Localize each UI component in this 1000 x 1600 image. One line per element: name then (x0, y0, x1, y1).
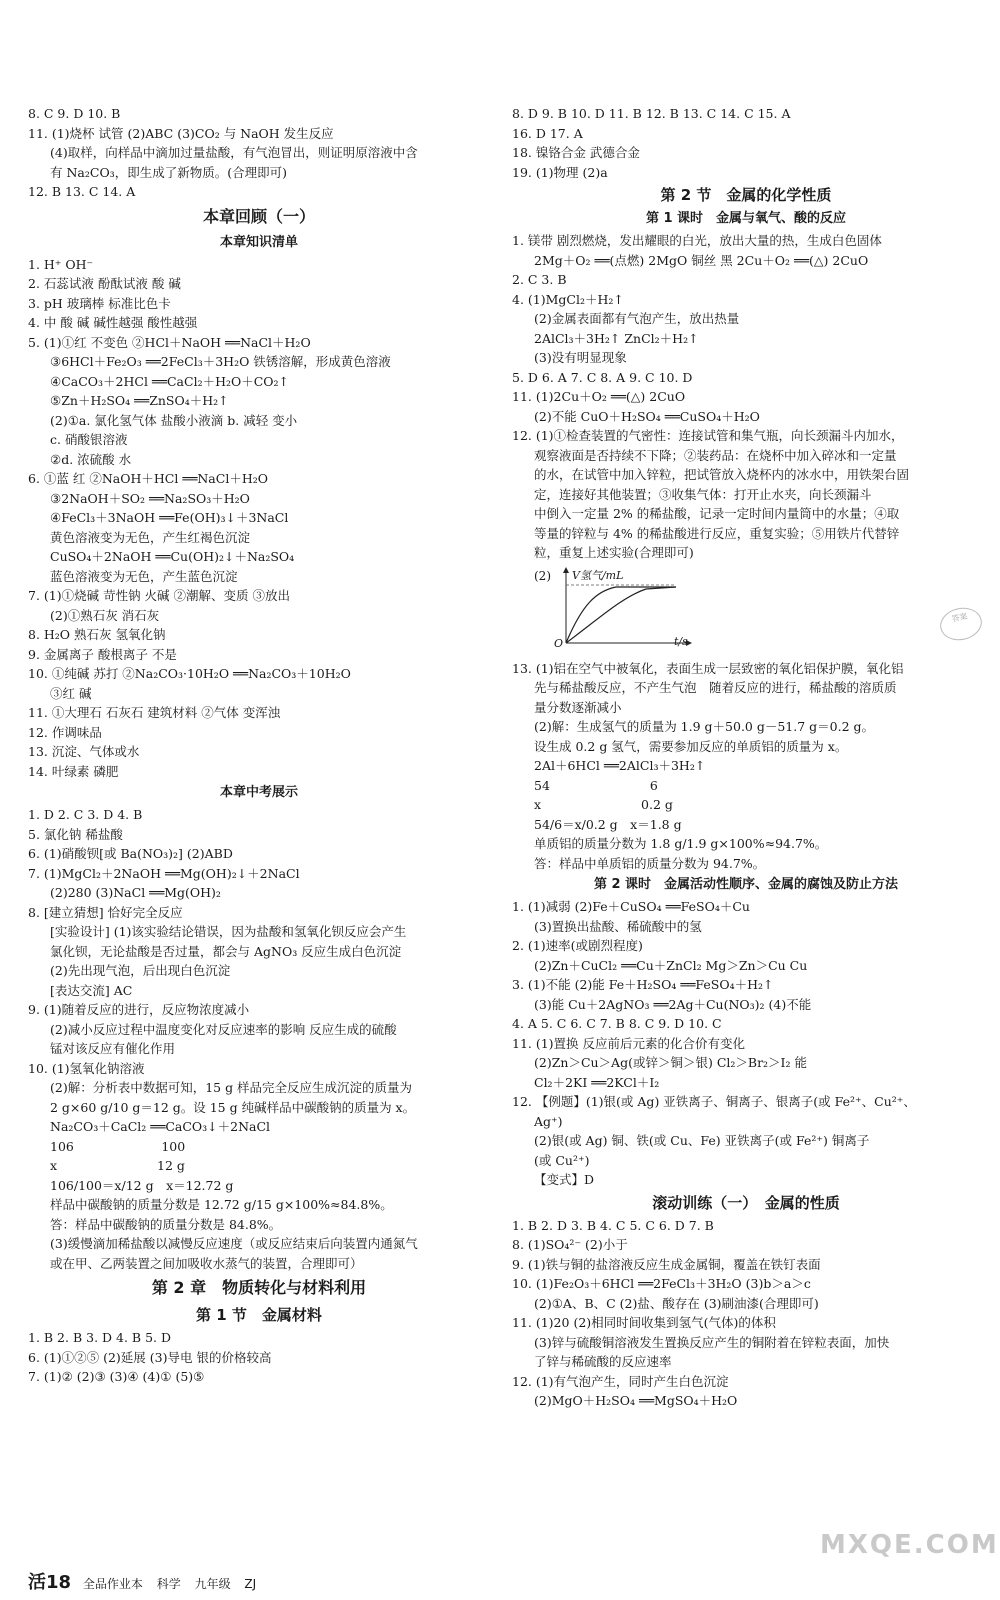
answer-line: (2)Zn＋CuCl₂ ══Cu＋ZnCl₂ Mg＞Zn＞Cu Cu (534, 957, 808, 973)
answer-line: 粒，重复上述实验(合理即可) (534, 545, 694, 560)
answer-line: (2)①A、B、C (2)盐、酸存在 (3)刷油漆(合理即可) (534, 1295, 819, 1311)
answer-line: x 0.2 g (534, 797, 673, 812)
answer-line: 10. (1)氢氧化钠溶液 (28, 1060, 145, 1076)
answer-line: (2)解：分析表中数据可知，15 g 样品完全反应生成沉淀的质量为 (50, 1080, 413, 1095)
edition-label: ZJ (244, 1577, 257, 1591)
answer-line: 【变式】D (534, 1172, 595, 1187)
answer-line: 1. D 2. C 3. D 4. B (28, 807, 143, 822)
answer-line: 9. (1)铁与铜的盐溶液反应生成金属铜，覆盖在铁钉表面 (512, 1256, 821, 1272)
answer-line: 54/6＝x/0.2 g x＝1.8 g (534, 816, 682, 832)
answer-line: 8. H₂O 熟石灰 氢氧化钠 (28, 627, 166, 642)
answer-line: 样品中碳酸钠的质量分数是 12.72 g/15 g×100%≈84.8%。 (50, 1197, 393, 1212)
answer-line: (2)①熟石灰 消石灰 (50, 607, 160, 623)
subject-label: 科学 (156, 1577, 181, 1591)
answer-line: ②d. 浓硫酸 水 (50, 451, 132, 467)
chapter-heading: 本章回顾（一） (202, 206, 315, 226)
answer-line: 中倒入一定量 2% 的稀盐酸，记录一定时间内量筒中的水量；④取 (534, 506, 900, 521)
answer-line: 8. (1)SO₄²⁻ (2)小于 (512, 1237, 628, 1252)
answer-line: x 12 g (50, 1158, 185, 1173)
answer-line: 11. (1)2Cu＋O₂ ══(△) 2CuO (512, 389, 686, 404)
answer-line: 1. (1)减弱 (2)Fe＋CuSO₄ ══FeSO₄＋Cu (512, 899, 750, 914)
answer-line: 12. (1)①检查装置的气密性：连接试管和集气瓶，向长颈漏斗内加水， (512, 428, 904, 443)
answer-line: 设生成 0.2 g 氢气，需要参加反应的单质铝的质量为 x。 (534, 738, 848, 754)
answer-line: 14. 叶绿素 磷肥 (28, 763, 119, 779)
answer-line: ④CaCO₃＋2HCl ══CaCl₂＋H₂O＋CO₂↑ (50, 373, 290, 389)
answer-line: 氯化钡，无论盐酸是否过量，都会与 AgNO₃ 反应生成白色沉淀 (50, 943, 402, 959)
answer-line: 54 6 (534, 777, 658, 793)
answer-line: 10. (1)Fe₂O₃＋6HCl ══2FeCl₃＋3H₂O (3)b＞a＞c (512, 1276, 811, 1291)
answer-line: 11. (1)烧杯 试管 (2)ABC (3)CO₂ 与 NaOH 发生反应 (28, 125, 334, 141)
answer-line: 1. B 2. B 3. D 4. B 5. D (28, 1330, 171, 1345)
answer-line: 11. (1)置换 反应前后元素的化合价有变化 (512, 1035, 746, 1051)
answer-line: 7. (1)MgCl₂＋2NaOH ══Mg(OH)₂↓＋2NaCl (28, 865, 300, 881)
answer-line: 先与稀盐酸反应，不产生气泡 随着反应的进行，稀盐酸的溶质质 (534, 680, 897, 695)
answer-line: (2)①a. 氯化氢气体 盐酸小液滴 b. 减轻 变小 (50, 412, 298, 428)
answer-line: (4)取样，向样品中滴加过量盐酸，有气泡冒出，则证明原溶液中含 (50, 145, 418, 160)
answer-line: 6. (1)①②⑤ (2)延展 (3)导电 银的价格较高 (28, 1349, 272, 1365)
answer-line: 2. (1)速率(或剧烈程度) (512, 938, 643, 953)
origin-label: O (554, 636, 564, 650)
answer-line: Na₂CO₃＋CaCl₂ ══CaCO₃↓＋2NaCl (50, 1119, 271, 1134)
answer-stamp: 答案 (937, 604, 985, 644)
subsection-heading: 第 2 课时 金属活动性顺序、金属的腐蚀及防止方法 (593, 877, 899, 892)
subsection-heading: 本章中考展示 (219, 785, 298, 800)
y-axis-arrow (563, 567, 569, 573)
answer-line: [实验设计] (1)该实验结论错误，因为盐酸和氢氧化钡反应会产生 (50, 924, 407, 939)
answer-line: 18. 镍铬合金 武德合金 (512, 145, 640, 160)
right-column (512, 104, 980, 1411)
answer-line: 106 100 (50, 1138, 186, 1154)
answer-line: 5. 氯化钠 稀盐酸 (28, 826, 123, 842)
curve-fast (566, 587, 676, 643)
answer-line: 了锌与稀硫酸的反应速率 (534, 1354, 672, 1369)
answer-line: (2)280 (3)NaCl ══Mg(OH)₂ (50, 885, 221, 900)
answer-line: 或在甲、乙两装置之间加吸收水蒸气的装置，合理即可） (50, 1255, 363, 1271)
answer-line: 5. (1)①红 不变色 ②HCl＋NaOH ══NaCl＋H₂O (28, 334, 311, 350)
answer-line: (3)没有明显现象 (534, 350, 627, 365)
answer-line: 6. (1)硝酸钡[或 Ba(NO₃)₂] (2)ABD (28, 846, 233, 861)
answer-line: ③红 碱 (50, 685, 92, 701)
answer-line: 7. (1)①烧碱 苛性钠 火碱 ②潮解、变质 ③放出 (28, 588, 291, 603)
answer-line: 蓝色溶液变为无色，产生蓝色沉淀 (50, 568, 238, 584)
answer-line: 2AlCl₃＋3H₂↑ ZnCl₂＋H₂↑ (534, 330, 699, 346)
answer-line: (或 Cu²⁺) (534, 1152, 590, 1168)
curve-slow (566, 587, 676, 643)
answer-line: (2)减小反应过程中温度变化对反应速率的影响 反应生成的硫酸 (50, 1021, 397, 1037)
answer-line: (2)银(或 Ag) 铜、铁(或 Cu、Fe) 亚铁离子(或 Fe²⁺) 铜离子 (534, 1133, 870, 1148)
answer-line: 12. 【例题】(1)银(或 Ag) 亚铁离子、铜离子、银离子(或 Fe²⁺、Cu²⁺、 (512, 1094, 916, 1109)
answer-line: 等量的锌粒与 4% 的稀盐酸进行反应，重复实验；⑤用铁片代替锌 (534, 525, 900, 541)
y-axis-label: V氢气/mL (572, 568, 624, 582)
answer-line: 锰对该反应有催化作用 (50, 1041, 176, 1056)
answer-line: 2. 石蕊试液 酚酞试液 酸 碱 (28, 276, 181, 291)
answer-line: (2)不能 CuO＋H₂SO₄ ══CuSO₄＋H₂O (534, 408, 760, 424)
answer-line: 定，连接好其他装置；③收集气体：打开止水夹，向长颈漏斗 (534, 486, 872, 502)
answer-line: 有 Na₂CO₃，即生成了新物质。(合理即可) (50, 164, 287, 180)
answer-line: 8. [建立猜想] 恰好完全反应 (28, 904, 183, 920)
answer-line: [表达交流] AC (50, 982, 133, 998)
answer-line: 2Mg＋O₂ ══(点燃) 2MgO 铜丝 黑 2Cu＋O₂ ══(△) 2CuO (534, 252, 869, 268)
answer-line: 观察液面是否持续不下降；②装药品：在烧杯中加入碎冰和一定量 (534, 447, 897, 463)
answer-line: 13. (1)铝在空气中被氧化，表面生成一层致密的氧化铝保护膜，氧化铝 (512, 660, 904, 676)
answer-line: (2)解：生成氢气的质量为 1.9 g＋50.0 g－51.7 g＝0.2 g。 (534, 719, 875, 734)
answer-line: 2Al＋6HCl ══2AlCl₃＋3H₂↑ (534, 758, 706, 773)
answer-line: (2)金属表面都有气泡产生，放出热量 (534, 311, 740, 326)
answer-line: (2)先出现气泡，后出现白色沉淀 (50, 963, 231, 978)
site-watermark: MXQE.COM (820, 1530, 999, 1560)
answer-line: 11. (1)20 (2)相同时间收集到氢气(气体)的体积 (512, 1315, 776, 1330)
answer-line: (2)Zn＞Cu＞Ag(或锌＞铜＞银) Cl₂＞Br₂＞I₂ 能 (534, 1055, 807, 1070)
answer-line: 19. (1)物理 (2)a (512, 164, 608, 180)
answer-line: 的水，在试管中加入锌粒，把试管放入烧杯内的冰水中，用铁架台固 (534, 467, 910, 482)
page-footer (28, 1568, 266, 1594)
answer-line: (3)锌与硫酸铜溶液发生置换反应产生的铜附着在锌粒表面，加快 (534, 1334, 890, 1350)
answer-line: 1. H⁺ OH⁻ (28, 256, 94, 272)
section-heading: 第 2 节 金属的化学性质 (660, 186, 832, 204)
answer-line: 16. D 17. A (512, 125, 583, 141)
answer-line: 答：样品中碳酸钠的质量分数是 84.8%。 (50, 1216, 282, 1232)
answer-line: 2 g×60 g/10 g＝12 g。设 15 g 纯碱样品中碳酸钠的质量为 x。 (50, 1099, 416, 1115)
answer-line: ④FeCl₃＋3NaOH ══Fe(OH)₃↓＋3NaCl (50, 510, 289, 525)
section-heading: 第 1 节 金属材料 (196, 1306, 322, 1324)
answer-line: 9. (1)随着反应的进行，反应物浓度减小 (28, 1002, 250, 1017)
answer-line: 106/100＝x/12 g x＝12.72 g (50, 1177, 234, 1193)
answer-line: CuSO₄＋2NaOH ══Cu(OH)₂↓＋Na₂SO₄ (50, 549, 295, 564)
answer-line: 2. C 3. B (512, 272, 567, 287)
answer-line: 12. B 13. C 14. A (28, 184, 136, 199)
answer-line: ③2NaOH＋SO₂ ══Na₂SO₃＋H₂O (50, 490, 250, 506)
answer-line: 4. A 5. C 6. C 7. B 8. C 9. D 10. C (512, 1016, 722, 1031)
grade-label: 九年级 (194, 1577, 231, 1591)
answer-line: 5. D 6. A 7. C 8. A 9. C 10. D (512, 369, 693, 385)
answer-line: 单质铝的质量分数为 1.8 g/1.9 g×100%≈94.7%。 (534, 836, 828, 851)
answer-line: 11. ①大理石 石灰石 建筑材料 ②气体 变浑浊 (28, 705, 281, 720)
subsection-heading: 第 1 课时 金属与氧气、酸的反应 (645, 211, 847, 226)
page-number: 活18 (28, 1572, 72, 1593)
answer-line: (3)能 Cu＋2AgNO₃ ══2Ag＋Cu(NO₃)₂ (4)不能 (534, 996, 812, 1012)
answer-line: 量分数逐渐减小 (534, 699, 622, 715)
answer-line: 3. (1)不能 (2)能 Fe＋H₂SO₄ ══FeSO₄＋H₂↑ (512, 977, 774, 992)
answer-line: (3)缓慢滴加稀盐酸以减慢反应速度（或反应结束后向装置内通氮气 (50, 1236, 418, 1251)
answer-line: c. 硝酸银溶液 (50, 432, 128, 447)
answer-line: 4. 中 酸 碱 碱性越强 酸性越强 (28, 315, 198, 330)
answer-line: 答：样品中单质铝的质量分数为 94.7%。 (534, 855, 766, 871)
answer-line: 9. 金属离子 酸根离子 不是 (28, 646, 177, 662)
x-axis-label: t/s (674, 634, 688, 648)
answer-line: 4. (1)MgCl₂＋H₂↑ (512, 291, 624, 307)
answer-line: Ag⁺) (534, 1113, 563, 1129)
answer-line: 7. (1)② (2)③ (3)④ (4)① (5)⑤ (28, 1369, 205, 1384)
answer-line: 8. C 9. D 10. B (28, 106, 121, 121)
chapter-heading: 第 2 章 物质转化与材料利用 (151, 1278, 367, 1297)
answer-line: 12. 作调味品 (28, 724, 102, 740)
answer-line: 黄色溶液变为无色，产生红褐色沉淀 (50, 529, 251, 545)
answer-line: 1. 镁带 剧烈燃烧，发出耀眼的白光，放出大量的热，生成白色固体 (512, 233, 882, 248)
volume-time-graph (534, 565, 692, 657)
left-column (28, 104, 490, 1387)
book-title: 全品作业本 (82, 1577, 143, 1591)
answer-line: ⑤Zn＋H₂SO₄ ══ZnSO₄＋H₂↑ (50, 393, 229, 408)
answer-line: Cl₂＋2KI ══2KCl＋I₂ (534, 1074, 660, 1090)
answer-line: 12. (1)有气泡产生，同时产生白色沉淀 (512, 1373, 729, 1389)
answer-line: 10. ①纯碱 苏打 ②Na₂CO₃·10H₂O ══Na₂CO₃＋10H₂O (28, 666, 351, 681)
answer-line: 13. 沉淀、气体或水 (28, 744, 140, 759)
answer-line: (2)MgO＋H₂SO₄ ══MgSO₄＋H₂O (534, 1393, 738, 1408)
subsection-heading: 本章知识清单 (219, 234, 298, 250)
answer-line: 8. D 9. B 10. D 11. B 12. B 13. C 14. C 15. A (512, 106, 791, 121)
answer-line: 1. B 2. D 3. B 4. C 5. C 6. D 7. B (512, 1217, 714, 1233)
answer-line: 3. pH 玻璃棒 标准比色卡 (28, 295, 171, 311)
section-heading: 滚动训练（一） 金属的性质 (652, 1193, 840, 1212)
answer-line: (3)置换出盐酸、稀硫酸中的氢 (534, 918, 702, 934)
answer-line: ③6HCl＋Fe₂O₃ ══2FeCl₃＋3H₂O 铁锈溶解，形成黄色溶液 (50, 354, 391, 369)
figure-label: (2) (534, 568, 551, 583)
answer-line: 6. ①蓝 红 ②NaOH＋HCl ══NaCl＋H₂O (28, 471, 268, 486)
